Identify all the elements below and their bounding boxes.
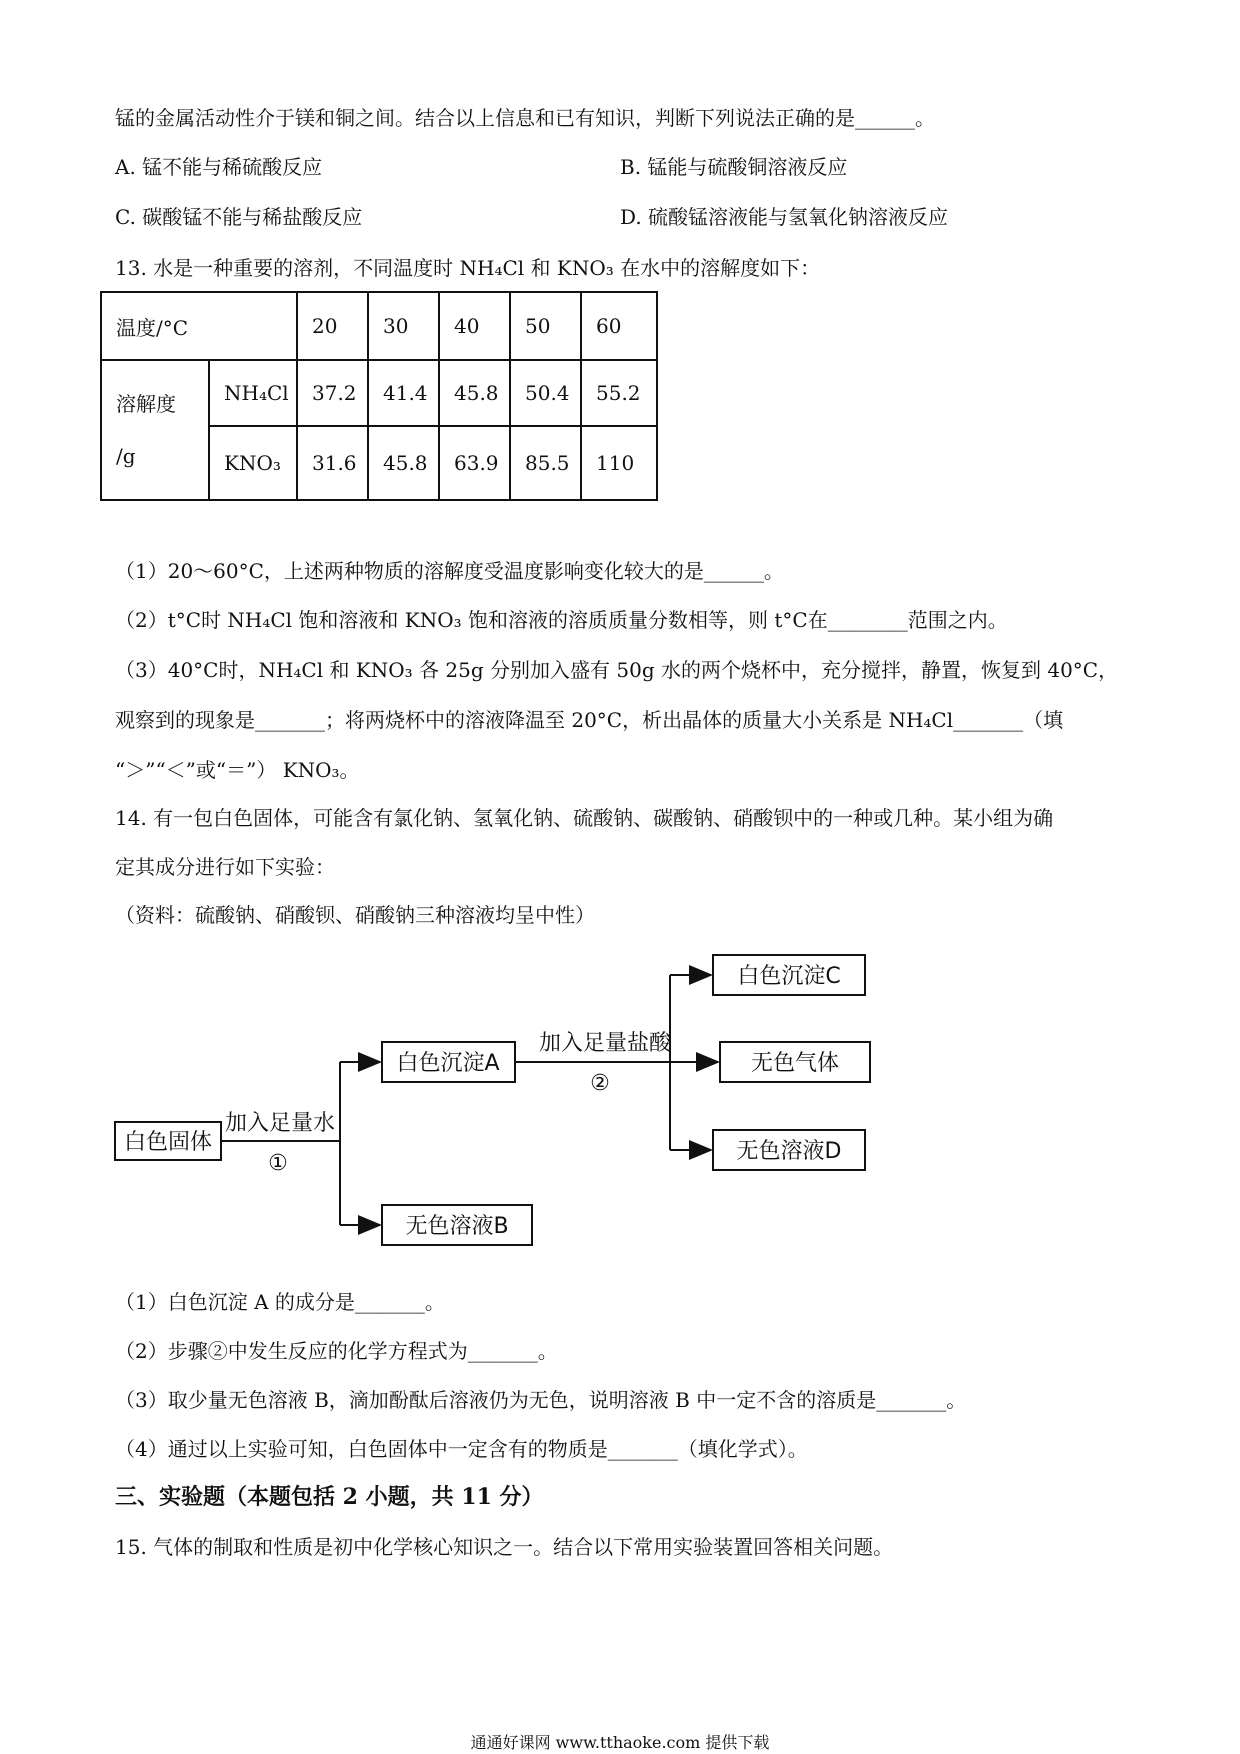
label-precipitate-a: 白色沉淀A [396,1051,500,1076]
section3-heading: 三、实验题（本题包括 2 小题，共 11 分） [115,1484,544,1510]
label-solution-b: 无色溶液B [405,1214,509,1239]
q13-sub3-line1: （3）40°C时，NH₄Cl 和 KNO₃ 各 25g 分别加入盛有 50g 水的两个烧杯中，充分搅拌，静置，恢复到 40°C， [115,658,1119,682]
temp-cell: 50 [510,292,581,360]
substance-cell: KNO₃ [209,426,297,500]
q14-stem-line2: 定其成分进行如下实验： [115,855,335,879]
value-cell: 45.8 [439,360,510,426]
solubility-label-line2: /g [116,444,136,468]
q14-sub3: （3）取少量无色溶液 B，滴加酚酞后溶液仍为无色，说明溶液 B 中一定不含的溶质是_______。 [115,1388,967,1412]
value-cell: 110 [581,426,657,500]
temp-cell: 30 [368,292,439,360]
label-solution-d: 无色溶液D [736,1139,842,1164]
q14-sub4: （4）通过以上实验可知，白色固体中一定含有的物质是_______（填化学式）。 [115,1437,808,1461]
q12-option-b: B. 锰能与硫酸铜溶液反应 [620,155,848,179]
q13-sub2: （2）t°C时 NH₄Cl 饱和溶液和 KNO₃ 饱和溶液的溶质质量分数相等，则 t°C在________范围之内。 [115,608,1008,632]
q13-sub3-line2: 观察到的现象是_______；将两烧杯中的溶液降温至 20°C，析出晶体的质量大小关系是 NH₄Cl_______（填 [115,708,1064,732]
value-cell: 45.8 [368,426,439,500]
experiment-flow-diagram [0,940,1240,1265]
solubility-table [100,291,658,501]
temp-cell: 60 [581,292,657,360]
value-cell: 63.9 [439,426,510,500]
label-step2-num: ② [590,1071,610,1096]
value-cell: 55.2 [581,360,657,426]
value-cell: 85.5 [510,426,581,500]
label-white-solid: 白色固体 [123,1130,213,1155]
temp-cell: 20 [297,292,368,360]
value-cell: 37.2 [297,360,368,426]
q14-sub1: （1）白色沉淀 A 的成分是_______。 [115,1290,445,1314]
q13-sub3-line3: “＞”“＜”或“＝”） KNO₃。 [115,758,360,782]
value-cell: 31.6 [297,426,368,500]
label-step2: 加入足量盐酸 [538,1031,672,1056]
value-cell: 41.4 [368,360,439,426]
label-gas: 无色气体 [750,1051,840,1076]
label-precipitate-c: 白色沉淀C [737,964,841,989]
value-cell: 50.4 [510,360,581,426]
q14-sub2: （2）步骤②中发生反应的化学方程式为_______。 [115,1339,558,1363]
q15-stem: 15. 气体的制取和性质是初中化学核心知识之一。结合以下常用实验装置回答相关问题。 [115,1535,894,1559]
q13-stem: 13. 水是一种重要的溶剂，不同温度时 NH₄Cl 和 KNO₃ 在水中的溶解度如下： [115,256,821,280]
q12-continuation: 锰的金属活动性介于镁和铜之间。结合以上信息和已有知识，判断下列说法正确的是______。 [115,106,935,130]
q14-stem-line1: 14. 有一包白色固体，可能含有氯化钠、氢氧化钠、硫酸钠、碳酸钠、硝酸钡中的一种或几种。某小组为确 [115,806,1054,830]
footer-source: 通通好课网 www.tthaoke.com 提供下载 [470,1733,770,1752]
solubility-label-line1: 溶解度 [116,392,176,416]
label-step1: 加入足量水 [224,1111,336,1136]
solubility-label [101,360,209,500]
label-step1-num: ① [268,1151,288,1176]
q12-option-c: C. 碳酸锰不能与稀盐酸反应 [115,205,363,229]
q12-option-a: A. 锰不能与稀硫酸反应 [115,155,323,179]
substance-cell: NH₄Cl [209,360,297,426]
q13-sub1: （1）20～60°C，上述两种物质的溶解度受温度影响变化较大的是______。 [115,559,784,583]
temp-cell: 40 [439,292,510,360]
q12-option-d: D. 硫酸锰溶液能与氢氧化钠溶液反应 [620,205,949,229]
q14-note: （资料：硫酸钠、硝酸钡、硝酸钠三种溶液均呈中性） [115,903,595,927]
temp-header: 温度/°C [101,292,297,360]
